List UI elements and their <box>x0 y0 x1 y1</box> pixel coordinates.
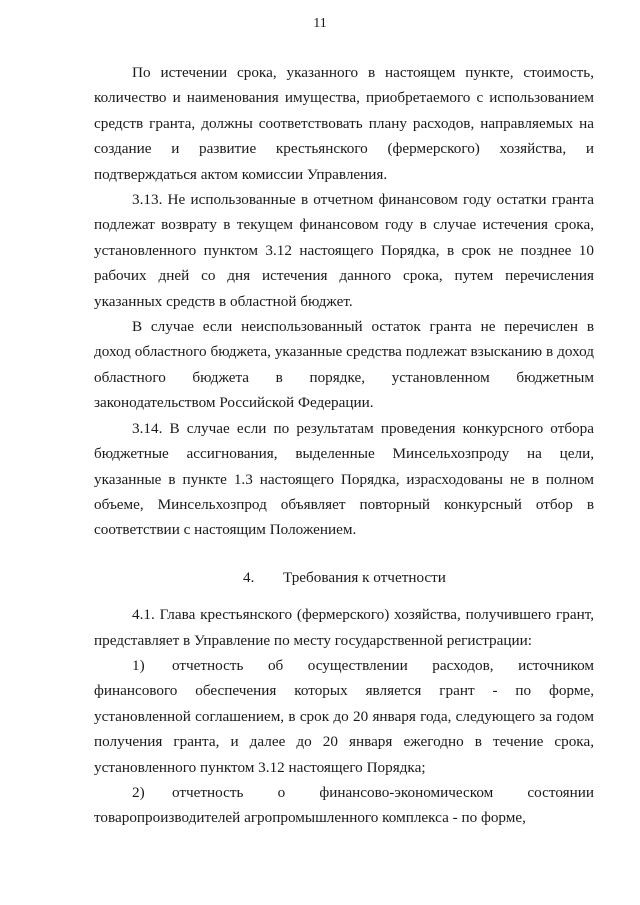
page-number: 11 <box>313 16 327 31</box>
document-body <box>94 60 594 831</box>
paragraph-grant-property: По истечении срока, указанного в настоящем пункте, стоимость, количество и наименования имущества, приобретаемого с использованием средств гранта, должны соответствовать плану расходов, направляемых на создание и развитие крестьянского (фермерского) хозяйства, и подтверждаться актом комиссии Управления. <box>94 64 594 183</box>
list-item-number: 1) <box>132 656 145 674</box>
paragraph-unreturned-balance: В случае если неиспользованный остаток гранта не перечислен в доход областного бюджета, указанные средства подлежат взысканию в доход областного бюджета в порядке, установленном бюджетным законодательством Российской Федерации. <box>94 318 594 412</box>
paragraph-3-14: 3.14. В случае если по результатам проведения конкурсного отбора бюджетные ассигнования, выделенные Минсельхозпроду на цели, указанные в пункте 1.3 настоящего Порядка, израсходованы не в полном объеме, Минсельхозпрод объявляет повторный конкурсный отбор в соответствии с настоящим Положением. <box>94 419 594 539</box>
paragraph-4-1: 4.1. Глава крестьянского (фермерского) хозяйства, получившего грант, представляет в Управление по месту государственной регистрации: <box>94 606 594 649</box>
list-item-text: отчетность об осуществлении расходов, источником финансового обеспечения которых является грант - по форме, установленной соглашением, в срок до 20 января года, следующего за годом получения гранта, и далее до 20 января ежегодно в течение срока, установленного пунктом 3.12 настоящего Порядка; <box>94 656 594 776</box>
section-title: Требования к отчетности <box>283 568 446 586</box>
list-item-text: отчетность о финансово-экономическом состоянии товаропроизводителей агропромышленного комплекса - по форме, <box>94 783 594 827</box>
list-item <box>94 653 594 780</box>
list-item-number: 2) <box>132 783 145 801</box>
paragraph-3-13: 3.13. Не использованные в отчетном финансовом году остатки гранта подлежат возврату в текущем финансовом году в случае истечения срока, установленного пунктом 3.12 настоящего Порядка, в срок не позднее 10 рабочих дней со дня истечения данного срока, путем перечисления указанных средств в областной бюджет. <box>94 191 594 310</box>
section-number: 4. <box>243 568 255 586</box>
section-heading <box>94 565 594 590</box>
list-item <box>94 780 594 831</box>
